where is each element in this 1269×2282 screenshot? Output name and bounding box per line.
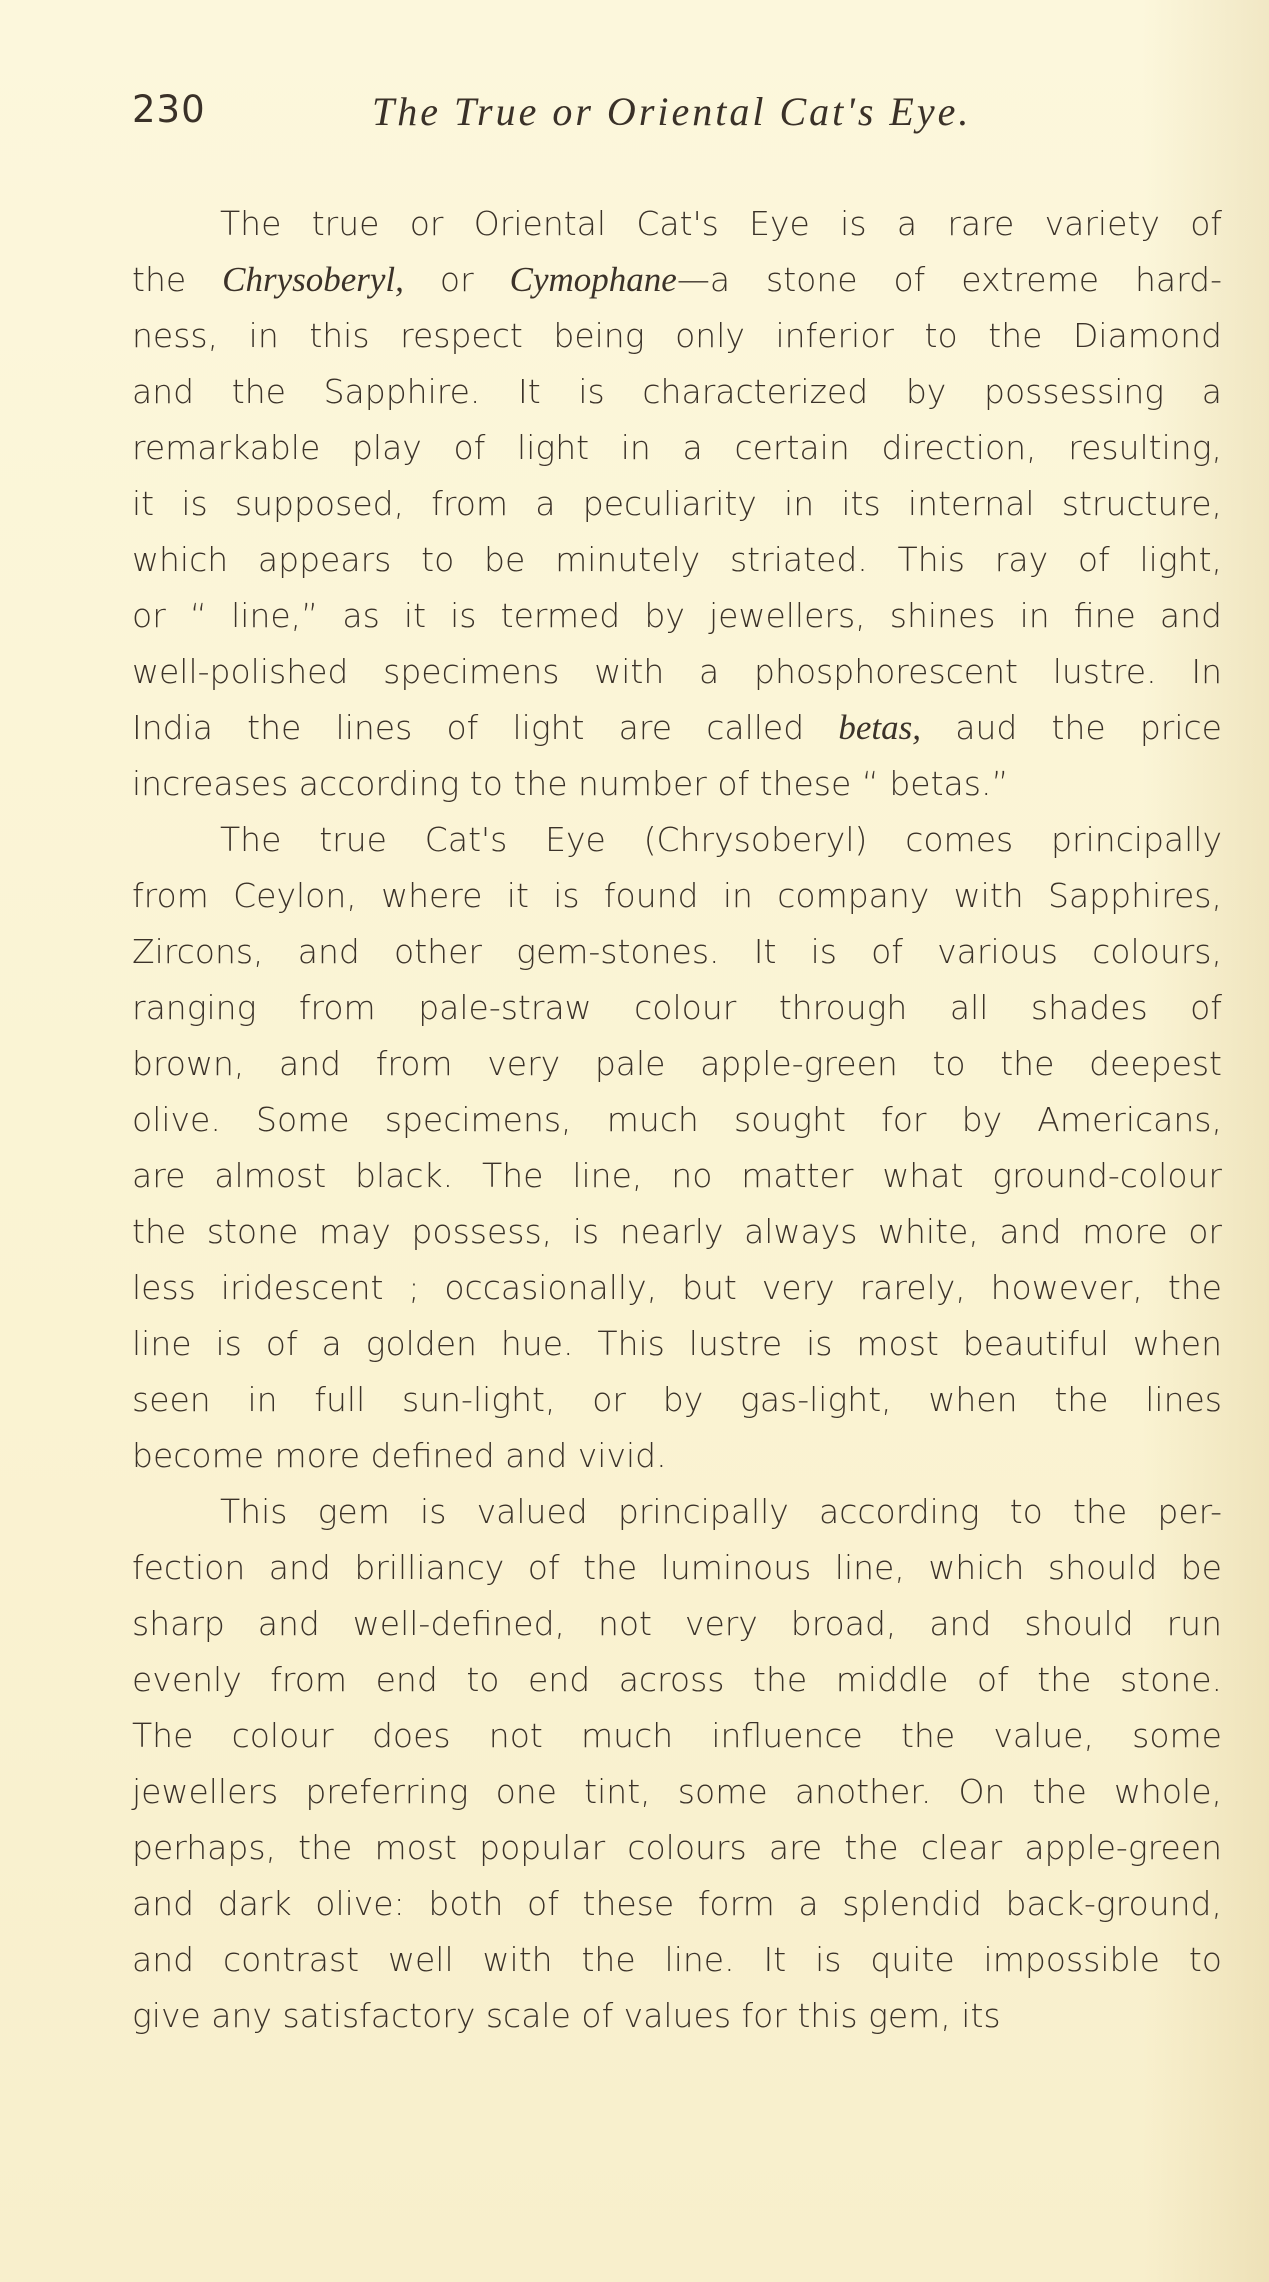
italic-term: Chrysoberyl,	[222, 260, 404, 299]
text-run: seen in full sun-light, or by gas-light, when the lines	[132, 1380, 1222, 1419]
text-run: the stone may possess, is nearly always white, and more or	[132, 1212, 1222, 1251]
text-line	[132, 1876, 1222, 1932]
text-run: increases according to the number of these “ betas.”	[132, 764, 1009, 803]
text-line	[132, 924, 1222, 980]
paragraph	[132, 812, 1222, 1484]
text-run: give any satisfactory scale of values for this gem, its	[132, 1996, 1001, 2035]
page-header	[132, 88, 1212, 148]
text-run: which appears to be minutely striated. This ray of light,	[132, 540, 1222, 579]
text-line	[132, 1540, 1222, 1596]
italic-term: Cymophane	[509, 260, 677, 299]
text-run: remarkable play of light in a certain direction, resulting,	[132, 428, 1222, 467]
text-line	[132, 1260, 1222, 1316]
text-line	[132, 588, 1222, 644]
text-run: The colour does not much influence the value, some	[132, 1716, 1222, 1755]
text-run: olive. Some specimens, much sought for by Americans,	[132, 1100, 1222, 1139]
text-line	[132, 420, 1222, 476]
text-line	[132, 364, 1222, 420]
text-line	[132, 1204, 1222, 1260]
text-run: become more defined and vivid.	[132, 1436, 667, 1475]
italic-term: betas,	[838, 708, 922, 747]
text-run: jewellers preferring one tint, some another. On the whole,	[132, 1772, 1222, 1811]
text-run: The true Cat's Eye (Chrysoberyl) comes principally	[220, 820, 1222, 859]
text-line	[132, 1764, 1222, 1820]
text-run: ranging from pale-straw colour through all shades of	[132, 988, 1222, 1027]
paragraph	[132, 196, 1222, 812]
text-run: line is of a golden hue. This lustre is most beautiful when	[132, 1324, 1222, 1363]
text-line	[132, 1596, 1222, 1652]
body-text	[132, 196, 1222, 2044]
text-run: less iridescent ; occasionally, but very rarely, however, the	[132, 1268, 1222, 1307]
text-line	[132, 196, 1222, 252]
text-line	[132, 252, 1222, 308]
text-line	[132, 1148, 1222, 1204]
text-line	[132, 1988, 1222, 2044]
text-run: are almost black. The line, no matter what ground-colour	[132, 1156, 1222, 1195]
text-line	[132, 1036, 1222, 1092]
text-run: and contrast well with the line. It is quite impossible to	[132, 1940, 1222, 1979]
text-line	[132, 1820, 1222, 1876]
text-line	[132, 644, 1222, 700]
text-line	[132, 1372, 1222, 1428]
text-run: and the Sapphire. It is characterized by possessing a	[132, 372, 1222, 411]
text-line	[132, 1092, 1222, 1148]
text-line	[132, 1428, 1222, 1484]
page-number: 230	[132, 88, 206, 131]
text-run: ness, in this respect being only inferior to the Diamond	[132, 316, 1222, 355]
text-run: brown, and from very pale apple-green to the deepest	[132, 1044, 1222, 1083]
text-line	[132, 476, 1222, 532]
text-run: This gem is valued principally according to the per-	[220, 1492, 1222, 1531]
text-run: or “ line,” as it is termed by jewellers, shines in fine and	[132, 596, 1222, 635]
text-line	[132, 756, 1222, 812]
text-line	[132, 308, 1222, 364]
text-run: aud the price	[921, 708, 1222, 747]
text-run: and dark olive: both of these form a splendid back-ground,	[132, 1884, 1222, 1923]
paragraph	[132, 1484, 1222, 2044]
text-run: Zircons, and other gem-stones. It is of various colours,	[132, 932, 1222, 971]
running-title: The True or Oriental Cat's Eye.	[372, 89, 972, 134]
text-line	[132, 1316, 1222, 1372]
text-line	[132, 1708, 1222, 1764]
text-line	[132, 1652, 1222, 1708]
text-line	[132, 812, 1222, 868]
text-run: fection and brilliancy of the luminous line, which should be	[132, 1548, 1222, 1587]
text-run: The true or Oriental Cat's Eye is a rare variety of	[220, 204, 1222, 243]
text-line	[132, 1932, 1222, 1988]
text-line	[132, 1484, 1222, 1540]
text-run: —a stone of extreme hard-	[676, 260, 1222, 299]
text-run: from Ceylon, where it is found in company with Sapphires,	[132, 876, 1222, 915]
text-line	[132, 532, 1222, 588]
text-run: evenly from end to end across the middle of the stone.	[132, 1660, 1222, 1699]
text-run: it is supposed, from a peculiarity in its internal structure,	[132, 484, 1222, 523]
text-line	[132, 700, 1222, 756]
text-line	[132, 868, 1222, 924]
text-run: perhaps, the most popular colours are the clear apple-green	[132, 1828, 1222, 1867]
text-run: or	[403, 260, 510, 299]
text-run: well-polished specimens with a phosphorescent lustre. In	[132, 652, 1222, 691]
text-line	[132, 980, 1222, 1036]
text-run: sharp and well-defined, not very broad, and should run	[132, 1604, 1222, 1643]
text-run: India the lines of light are called	[132, 708, 839, 747]
text-run: the	[132, 260, 223, 299]
